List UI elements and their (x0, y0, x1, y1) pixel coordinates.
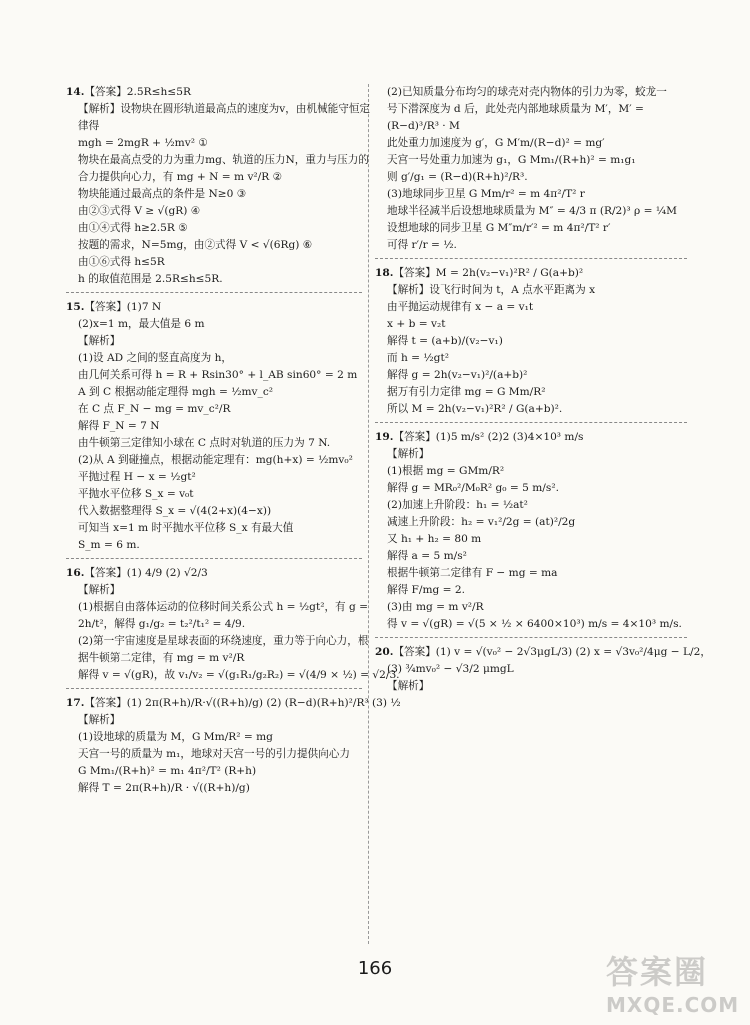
answer-text: 【答案】M = 2h(v₂−v₁)²R² / G(a+b)² (393, 267, 584, 279)
solution-line: 解得 F/mg = 2. (387, 584, 466, 596)
solution-line: 此处重力加速度为 g′，G M′m/(R−d)² = mg′ (387, 137, 605, 149)
solution-line: 而 h = ½gt² (387, 352, 449, 364)
section-separator (66, 558, 362, 559)
answer-text: 【答案】2.5R≤h≤5R (84, 86, 191, 98)
section-separator (375, 258, 687, 259)
solution-line: 地球半径减半后设想地球质量为 M″ = 4/3 π (R/2)³ ρ = ¼M (387, 205, 677, 217)
problem-number: 20. (375, 646, 394, 658)
section-separator (375, 422, 687, 423)
problem-number: 18. (375, 267, 394, 279)
solution-line: (1)设 AD 之间的竖直高度为 h， (78, 352, 233, 364)
solution-line: h 的取值范围是 2.5R≤h≤5R. (78, 273, 223, 285)
answer-line (375, 429, 687, 446)
right-column (375, 84, 711, 695)
solution-line: 【解析】 (78, 714, 121, 726)
solution-line: 【解析】设飞行时间为 t，A 点水平距离为 x (387, 284, 596, 296)
solution-line: (R−d)³/R³ · M (387, 120, 460, 132)
solution-line: 天宫一号的质量为 m₁，地球对天宫一号的引力提供向心力 (78, 748, 350, 760)
solution-line: 物块在最高点受的力为重力mg、轨道的压力N，重力与压力的 (78, 154, 369, 166)
solution-line: 合力提供向心力，有 mg + N = m v²/R ② (78, 171, 283, 183)
solution-line: (2)已知质量分布均匀的球壳对壳内物体的引力为零，蛟龙一 (387, 86, 667, 98)
solution-line: 【解析】 (78, 335, 121, 347)
solution-line: (1)根据自由落体运动的位移时间关系公式 h = ½gt²，有 g = (78, 601, 369, 613)
answer-text: 【答案】(1) 4/9 (2) √2/3 (84, 567, 208, 579)
solution-line: (1)设地球的质量为 M，G Mm/R² = mg (78, 731, 273, 743)
section-separator (66, 292, 362, 293)
answer-line (66, 565, 362, 582)
solution-line: 由①④式得 h≥2.5R ⑤ (78, 222, 188, 234)
solution-line: 【解析】设物块在圆形轨道最高点的速度为v，由机械能守恒定 (78, 103, 371, 115)
solution-line: 据万有引力定律 mg = G Mm/R² (387, 386, 546, 398)
solution-line: 解得 F_N = 7 N (78, 420, 160, 432)
solution-line: 号下潜深度为 d 后，此处壳内部地球质量为 M′，M′ = (387, 103, 644, 115)
solution-line: 可得 r′/r = ½. (387, 239, 457, 251)
problem-block (375, 644, 711, 695)
solution-line: (2)从 A 到碰撞点，根据动能定理有：mg(h+x) = ½mv₀² (78, 454, 353, 466)
answer-text: 【答案】(1)5 m/s² (2)2 (3)4×10³ m/s (393, 431, 584, 443)
answer-line (66, 299, 362, 316)
solution-line: 按题的需求，N=5mg，由②式得 V < √(6Rg) ⑥ (78, 239, 313, 251)
answer-line (66, 695, 401, 712)
solution-line: (1)根据 mg = GMm/R² (387, 465, 505, 477)
solution-line: A 到 C 根据动能定理得 mgh = ½mv_c² (78, 386, 274, 398)
section-separator (375, 637, 687, 638)
solution-line: mgh = 2mgR + ½mv² ① (78, 137, 208, 149)
solution-line: 据牛顿第二定律，有 mg = m v²/R (78, 652, 245, 664)
answer-line (375, 265, 687, 282)
answer-text: 【答案】(1)7 N (84, 301, 162, 313)
solution-line: 天宫一号处重力加速为 g₁，G Mm₁/(R+h)² = m₁g₁ (387, 154, 636, 166)
solution-line: 由平抛运动规律有 x − a = v₁t (387, 301, 534, 313)
solution-line: G Mm₁/(R+h)² = m₁ 4π²/T² (R+h) (78, 765, 257, 777)
solution-line: (2)第一宇宙速度是星球表面的环绕速度，重力等于向心力，根 (78, 635, 369, 647)
solution-line: 【解析】 (78, 584, 121, 596)
solution-line: 平抛过程 H − x = ½gt² (78, 471, 196, 483)
answer-text: 【答案】(1) 2π(R+h)/R·√((R+h)/g) (2) (R−d)(R+h)²/R³ (3) ½ (84, 697, 401, 709)
answer-text: 【答案】(1) v = √(v₀² − 2√3μgL/3) (2) x = √3v₀²/4μg − L/2， (393, 646, 711, 658)
solution-line: (2)x=1 m，最大值是 6 m (78, 318, 205, 330)
solution-line: 由牛顿第三定律知小球在 C 点时对轨道的压力为 7 N. (78, 437, 331, 449)
solution-line: 解得 g = 2h(v₂−v₁)²/(a+b)² (387, 369, 528, 381)
problem-number: 17. (66, 697, 85, 709)
solution-line: 【解析】 (387, 448, 430, 460)
solution-line: (3) ¾mv₀² − √3/2 μmgL (387, 663, 514, 675)
problem-block (66, 299, 362, 554)
solution-line: 【解析】 (387, 680, 430, 692)
solution-line: 2h/t²，解得 g₁/g₂ = t₂²/t₁² = 4/9. (78, 618, 246, 630)
solution-line: 解得 g = MR₀²/M₀R² g₀ = 5 m/s². (387, 482, 559, 494)
solution-line: S_m = 6 m. (78, 539, 140, 551)
solution-line: 由①⑥式得 h≤5R (78, 256, 165, 268)
solution-line: (3)由 mg = m v²/R (387, 601, 484, 613)
page-number: 166 (357, 958, 393, 979)
solution-line: 解得 t = (a+b)/(v₂−v₁) (387, 335, 503, 347)
section-separator (66, 688, 362, 689)
problem-number: 14. (66, 86, 85, 98)
solution-line: 所以 M = 2h(v₂−v₁)²R² / G(a+b)². (387, 403, 563, 415)
problem-number: 16. (66, 567, 85, 579)
solution-line: 可知当 x=1 m 时平抛水平位移 S_x 有最大值 (78, 522, 294, 534)
solution-line: 物块能通过最高点的条件是 N≥0 ③ (78, 188, 247, 200)
answer-line (375, 644, 711, 661)
solution-line: 代入数据整理得 S_x = √(4(2+x)(4−x)) (78, 505, 272, 517)
problem-block (66, 84, 371, 288)
column-divider (368, 84, 369, 944)
problem-number: 19. (375, 431, 394, 443)
solution-line: 设想地球的同步卫星 G M″m/r′² = m 4π²/T² r′ (387, 222, 611, 234)
solution-line: 得 v = √(gR) = √(5 × ½ × 6400×10³) m/s = 4×10³ m/s. (387, 618, 682, 630)
solution-line: (2)加速上升阶段：h₁ = ½at² (387, 499, 528, 511)
problem-block (375, 84, 687, 254)
solution-line: 根据牛顿第二定律有 F − mg = ma (387, 567, 558, 579)
solution-line: 律得 (78, 120, 100, 132)
problem-number: 15. (66, 301, 85, 313)
solution-line: 则 g′/g₁ = (R−d)(R+h)²/R³. (387, 171, 528, 183)
watermark-logo: 答案圈 MXQE.COM (606, 953, 740, 1017)
solution-line: 又 h₁ + h₂ = 80 m (387, 533, 482, 545)
solution-line: x + b = v₂t (387, 318, 446, 330)
solution-line: 解得 T = 2π(R+h)/R · √((R+h)/g) (78, 782, 250, 794)
solution-line: 解得 a = 5 m/s² (387, 550, 467, 562)
solution-line: 在 C 点 F_N − mg = mv_c²/R (78, 403, 231, 415)
solution-line: (3)地球同步卫星 G Mm/r² = m 4π²/T² r (387, 188, 585, 200)
solution-line: 由②③式得 V ≥ √(gR) ④ (78, 205, 201, 217)
problem-block (66, 695, 401, 797)
problem-block (375, 265, 687, 418)
solution-line: 解得 v = √(gR)，故 v₁/v₂ = √(g₁R₁/g₂R₂) = √(4/9 × ½) = √2/3. (78, 669, 400, 681)
answer-line (66, 84, 362, 101)
problem-block (375, 429, 687, 633)
solution-line: 平抛水平位移 S_x = v₀t (78, 488, 194, 500)
solution-line: 由几何关系可得 h = R + Rsin30° + l_AB sin60° = 2 m (78, 369, 358, 381)
solution-line: 减速上升阶段：h₂ = v₁²/2g = (at)²/2g (387, 516, 576, 528)
